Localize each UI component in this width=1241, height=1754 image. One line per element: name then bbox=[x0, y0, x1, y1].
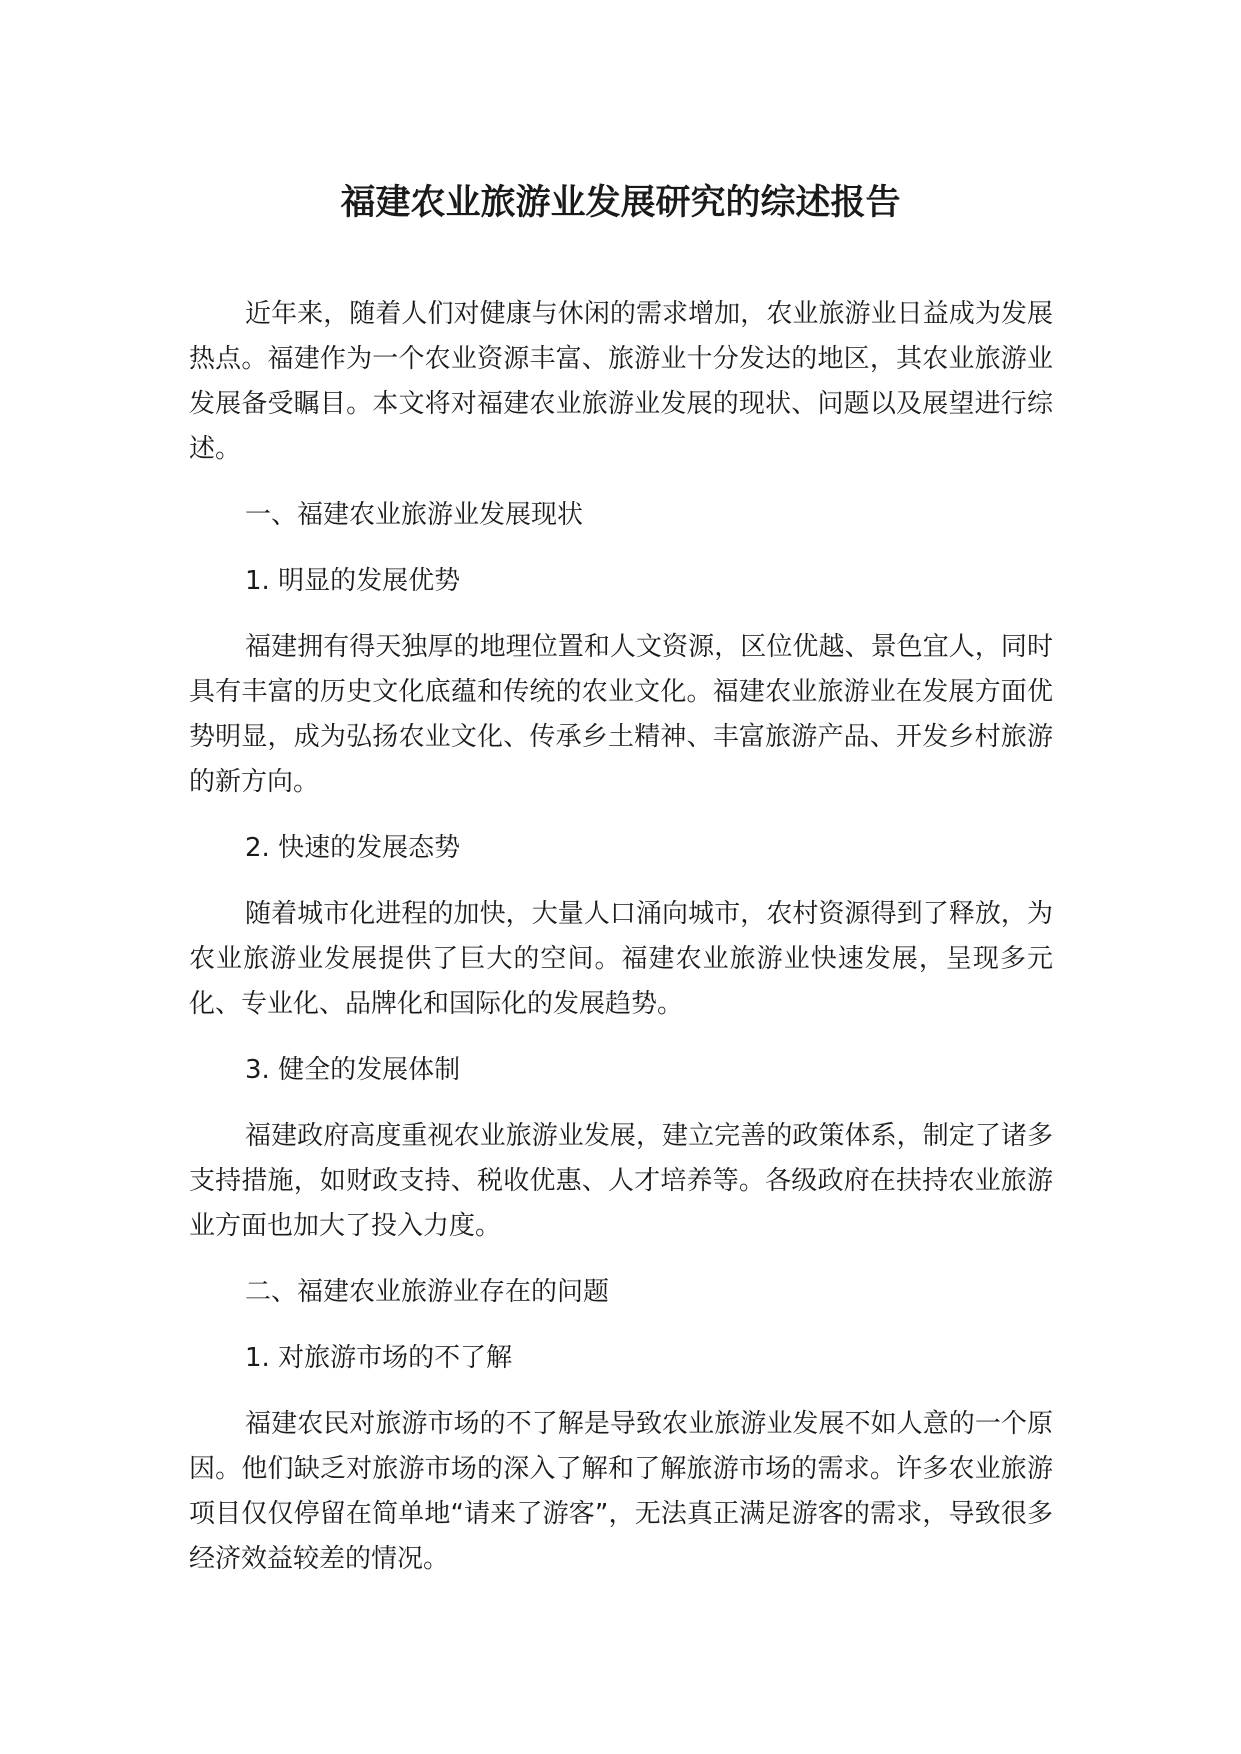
intro-paragraph: 近年来，随着人们对健康与休闲的需求增加，农业旅游业日益成为发展热点。福建作为一个农业资源丰富、旅游业十分发达的地区，其农业旅游业发展备受瞩目。本文将对福建农业旅游业发展的现状、问题以及展望进行综述。 bbox=[189, 299, 1053, 464]
subheading-system: 3. 健全的发展体制 bbox=[245, 1055, 461, 1085]
subheading-market: 1. 对旅游市场的不了解 bbox=[245, 1343, 513, 1373]
paragraph-market: 福建农民对旅游市场的不了解是导致农业旅游业发展不如人意的一个原因。他们缺乏对旅游市场的深入了解和了解旅游市场的需求。许多农业旅游项目仅仅停留在简单地“请来了游客”，无法真正满足游客的需求，导致很多经济效益较差的情况。 bbox=[189, 1409, 1053, 1574]
section-heading-status: 一、福建农业旅游业发展现状 bbox=[245, 500, 584, 530]
subheading-advantages: 1. 明显的发展优势 bbox=[245, 566, 461, 596]
paragraph-system: 福建政府高度重视农业旅游业发展，建立完善的政策体系，制定了诸多支持措施，如财政支持、税收优惠、人才培养等。各级政府在扶持农业旅游业方面也加大了投入力度。 bbox=[189, 1121, 1053, 1241]
section-heading-problems: 二、福建农业旅游业存在的问题 bbox=[245, 1277, 610, 1307]
document-title: 福建农业旅游业发展研究的综述报告 bbox=[340, 183, 901, 223]
subheading-trend: 2. 快速的发展态势 bbox=[245, 833, 461, 863]
document-body bbox=[189, 292, 1053, 1603]
paragraph-trend: 随着城市化进程的加快，大量人口涌向城市，农村资源得到了释放，为农业旅游业发展提供了巨大的空间。福建农业旅游业快速发展，呈现多元化、专业化、品牌化和国际化的发展趋势。 bbox=[189, 899, 1053, 1019]
paragraph-advantages: 福建拥有得天独厚的地理位置和人文资源，区位优越、景色宜人，同时具有丰富的历史文化底蕴和传统的农业文化。福建农业旅游业在发展方面优势明显，成为弘扬农业文化、传承乡土精神、丰富旅游产品、开发乡村旅游的新方向。 bbox=[189, 632, 1053, 797]
